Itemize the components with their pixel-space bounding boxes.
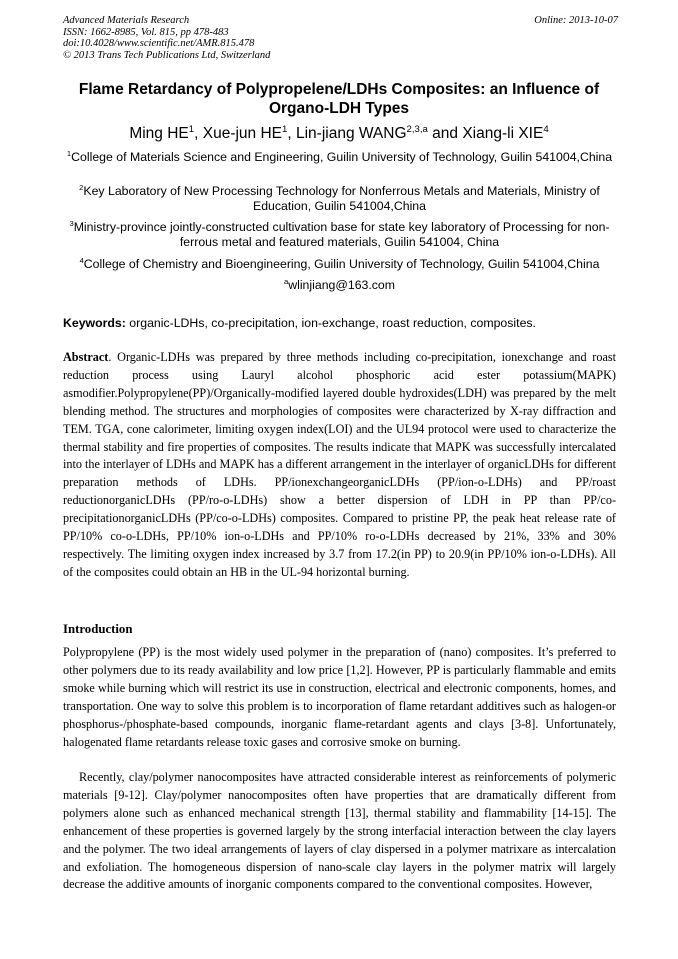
affiliation-text: College of Chemistry and Bioengineering, Guilin University of Technology, Guilin 541004,China — [83, 257, 600, 271]
affiliation-mark: 3 — [69, 218, 74, 228]
introduction-paragraph-1: Polypropylene (PP) is the most widely used polymer in the preparation of (nano) composites. It’s preferred to other polymers due to its ready availability and low price [1,2]. However, PP is particularly flammable and emits smoke while burning which will restrict its use in construction, electrical and electronic components, homes, and transportation. One way to solve this problem is to incorporation of flame retardant additives such as halogen-or phosphorus-/phosphate-based compounds, inorganic flame-retardant agents and clays [3-8]. Unfortunately, halogenated flame retardants release toxic gases and corrosive smoke on burning. — [63, 645, 616, 749]
affiliation-mark: 1 — [66, 148, 72, 158]
affiliation-3 — [62, 220, 617, 250]
author-affiliation-mark: 4 — [543, 123, 549, 135]
author-affiliation-mark: 2,3,a — [406, 123, 428, 135]
author-name: Xue-jun HE — [202, 125, 282, 142]
corresponding-email — [62, 278, 617, 293]
affiliation-text: College of Materials Science and Engineering, Guilin University of Technology, Guilin 541004,China — [71, 150, 613, 164]
abstract-paragraph — [63, 349, 616, 582]
affiliation-mark: 4 — [79, 255, 84, 265]
journal-name: Advanced Materials Research — [63, 15, 190, 26]
introduction-heading: Introduction — [63, 622, 133, 636]
copyright-line: © 2013 Trans Tech Publications Ltd, Switzerland — [63, 49, 271, 61]
author-list — [50, 124, 628, 143]
keywords-label: Keywords: — [63, 316, 126, 330]
affiliation-4 — [62, 257, 617, 272]
abstract-text: . Organic-LDHs was prepared by three methods including co-precipitation, ionexchange and roast reduction process using Lauryl alcohol phosphoric acid ester potassium(MAPK) asmodifier.Polypropylene(PP)/Organically-modified layered double hydroxides(LDH) was prepared by the melt blending method. The structures and morphologies of composites were characterized by X-ray diffraction and TEM. TGA, cone calorimeter, limiting oxygen index(LOI) and the UL94 protocol were used to characterize the thermal stability and fire properties of composites. The results indicate that MAPK was successfully intercalated into the interlayer of LDHs and MAPK has a different arrangement in the interlayer of organicLDHs for different preparation methods of LDHs. PP/ionexchangeorganicLDHs (PP/ion-o-LDHs) and PP/roast reductionorganicLDHs (PP/ro-o-LDHs) show a better dispersion of LDH in PP than PP/co-precipitationorganicLDHs (PP/co-o-LDHs) composites. Compared to pristine PP, the peak heat release rate of PP/10% co-o-LDHs, PP/10% ion-o-LDHs and PP/10% ro-o-LDHs decreased by 21%, 33% and 30% respectively. The limiting oxygen index increased by 3.7 from 17.2(in PP) to 20.9(in PP/10% ion-o-LDHs). All of the composites could obtain an HB in the UL-94 horizontal burning. — [63, 350, 616, 579]
abstract-label: Abstract — [63, 350, 109, 364]
journal-header — [63, 15, 618, 61]
paper-title: Flame Retardancy of Polypropelene/LDHs Composites: an Influence of Organo-LDH Types — [78, 81, 600, 117]
introduction-paragraph-2: Recently, clay/polymer nanocomposites have attracted considerable interest as reinforcements of polymeric materials [9-12]. Clay/polymer nanocomposites often have properties that are dramatically different from polymers alone such as enhanced mechanical strength [13], thermal stability and flammability [14-15]. The enhancement of these properties is governed largely by the strong interfacial interaction between the clay layers and the polymer. The two ideal arrangements of layers of clay dispersed in a polymer matrixare as intercalation and exfoliation. The homogeneous dispersion of nano-scale clay layers in the polymer matrix will largely decrease the additive amounts of inorganic components compared to the conventional composites. However, — [63, 770, 616, 892]
email-address: wlinjiang@163.com — [288, 278, 396, 292]
affiliation-1 — [62, 150, 617, 165]
affiliation-mark: 2 — [79, 182, 84, 192]
author-separator: and — [427, 125, 463, 142]
affiliation-text: Key Laboratory of New Processing Technology for Nonferrous Metals and Materials, Ministry of Education, Guilin 541004,China — [83, 184, 600, 213]
issn-line: ISSN: 1662-8985, Vol. 815, pp 478-483 — [63, 26, 229, 38]
affiliation-text: Ministry-province jointly-constructed cultivation base for state key laboratory of Processing for non-ferrous metal and featured materials, Guilin 541004, China — [73, 220, 610, 249]
author-name: Xiang-li XIE — [462, 125, 544, 142]
affiliation-2 — [62, 184, 617, 214]
author-name: Lin-jiang WANG — [295, 125, 407, 142]
online-date: Online: 2013-10-07 — [534, 15, 618, 26]
author-affiliation-mark: 1 — [188, 123, 195, 135]
email-mark: a — [283, 276, 289, 286]
author-separator: , — [194, 125, 203, 142]
author-separator: , — [287, 125, 296, 142]
author-name: Ming HE — [129, 125, 189, 142]
doi-line: doi:10.4028/www.scientific.net/AMR.815.478 — [63, 38, 255, 49]
author-affiliation-mark: 1 — [282, 123, 288, 135]
keywords-line — [63, 316, 618, 331]
keywords-text: organic-LDHs, co-precipitation, ion-exchange, roast reduction, composites. — [125, 316, 536, 330]
